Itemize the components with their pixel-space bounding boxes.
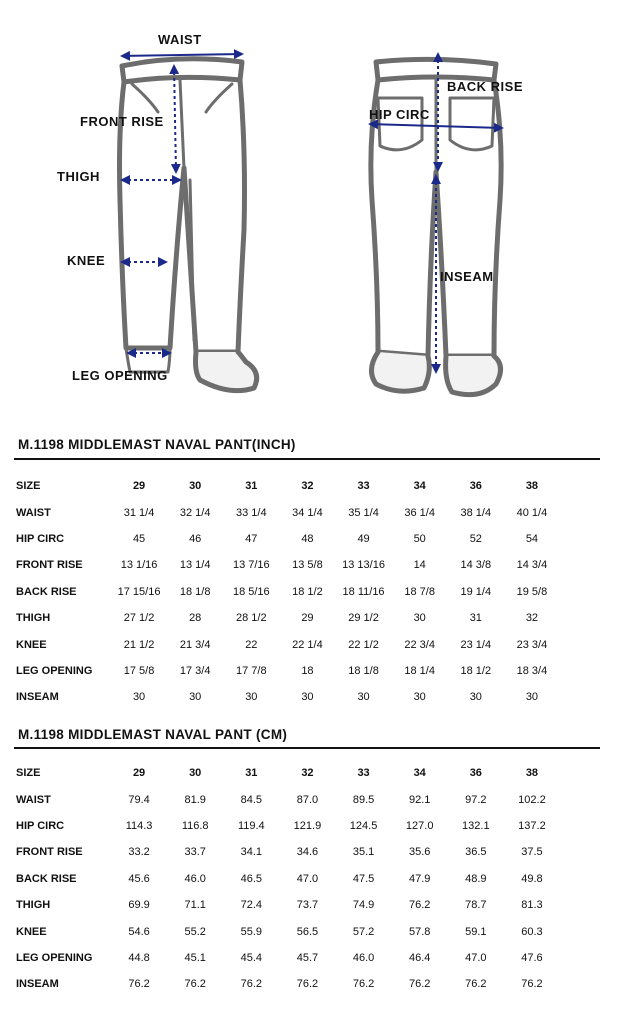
table-cell: 45.6: [128, 872, 150, 885]
table-cell: 84.5: [240, 793, 263, 806]
table-cell: 87.0: [296, 793, 319, 806]
table-cell: 114.3: [125, 819, 153, 832]
row-label: THIGH: [16, 899, 51, 912]
table-cell: 13 7/16: [232, 559, 270, 572]
table-cell: 76.2: [521, 978, 543, 991]
table-cell: 18 1/8: [348, 664, 379, 677]
size-column-header: 36: [469, 767, 482, 780]
inch-title-divider: [14, 458, 600, 460]
size-header-row: [0, 473, 560, 499]
table-cell: 48.9: [465, 872, 487, 885]
size-column-header: 29: [132, 767, 146, 780]
table-cell: 55.9: [240, 925, 263, 938]
table-cell: 76.2: [465, 978, 487, 991]
table-cell: 30: [301, 691, 314, 704]
row-label: KNEE: [16, 925, 47, 938]
size-column-header: 34: [413, 767, 426, 780]
table-cell: 30: [245, 691, 258, 704]
inch-size-table: [0, 473, 560, 711]
table-cell: 29 1/2: [348, 612, 379, 625]
label-leg-opening: LEG OPENING: [72, 368, 168, 383]
size-column-header: 31: [245, 767, 258, 780]
table-cell: 37.5: [521, 846, 543, 859]
table-cell: 31 1/4: [123, 506, 155, 519]
table-cell: 48: [301, 532, 314, 545]
cm-size-table: [0, 760, 560, 998]
table-cell: 34.1: [240, 846, 263, 859]
table-cell: 45.1: [184, 951, 206, 964]
label-waist: WAIST: [158, 32, 202, 47]
table-cell: 18: [301, 664, 314, 677]
label-knee: KNEE: [67, 253, 106, 268]
table-cell: 30: [469, 691, 482, 704]
table-cell: 36 1/4: [404, 506, 435, 519]
table-cell: 74.9: [352, 899, 375, 912]
table-cell: 81.3: [521, 899, 543, 912]
table-cell: 119.4: [237, 819, 265, 832]
table-cell: 132.1: [462, 819, 490, 832]
size-header-label: SIZE: [16, 480, 41, 493]
table-cell: 34 1/4: [292, 506, 323, 519]
size-column-header: 33: [357, 767, 370, 780]
size-column-header: 33: [357, 480, 370, 493]
row-label: HIP CIRC: [16, 819, 65, 832]
table-cell: 59.1: [465, 925, 487, 938]
table-cell: 22 1/2: [348, 638, 379, 651]
row-label: KNEE: [16, 638, 47, 651]
table-cell: 31: [469, 612, 482, 625]
table-cell: 102.2: [518, 793, 546, 806]
row-label: FRONT RISE: [16, 559, 83, 572]
table-cell: 18 7/8: [404, 585, 435, 598]
table-cell: 18 3/4: [516, 664, 548, 677]
table-cell: 45.4: [240, 951, 263, 964]
table-row: [0, 945, 560, 971]
table-cell: 13 1/4: [179, 559, 211, 572]
row-label: LEG OPENING: [16, 951, 93, 964]
table-cell: 116.8: [181, 819, 209, 832]
table-cell: 92.1: [408, 793, 431, 806]
table-row: [0, 605, 560, 631]
table-cell: 13 13/16: [342, 559, 385, 572]
table-row: [0, 971, 560, 997]
table-cell: 89.5: [352, 793, 375, 806]
pant-measurement-diagram: [0, 0, 617, 410]
table-cell: 45: [132, 532, 146, 545]
table-cell: 76.2: [184, 978, 206, 991]
pant-illustrations: [0, 0, 617, 410]
size-header-label: SIZE: [16, 767, 41, 780]
table-cell: 30: [413, 612, 426, 625]
table-cell: 13 5/8: [292, 559, 323, 572]
table-cell: 22: [245, 638, 258, 651]
row-label: BACK RISE: [16, 872, 77, 885]
row-label: BACK RISE: [16, 585, 77, 598]
table-cell: 45.7: [296, 951, 319, 964]
size-column-header: 30: [189, 767, 202, 780]
size-column-header: 32: [301, 480, 314, 493]
table-cell: 46.4: [408, 951, 431, 964]
table-cell: 46: [189, 532, 202, 545]
table-row: [0, 526, 560, 552]
table-cell: 76.2: [128, 978, 150, 991]
table-cell: 55.2: [184, 925, 206, 938]
table-cell: 47.0: [296, 872, 319, 885]
table-cell: 21 3/4: [179, 638, 211, 651]
size-column-header: 31: [245, 480, 258, 493]
inch-table-title: M.1198 MIDDLEMAST NAVAL PANT(INCH): [18, 437, 296, 452]
row-label: FRONT RISE: [16, 846, 83, 859]
table-cell: 97.2: [465, 793, 487, 806]
label-front-rise: FRONT RISE: [80, 114, 164, 129]
table-cell: 18 1/4: [404, 664, 435, 677]
table-row: [0, 866, 560, 892]
table-cell: 47.5: [352, 872, 375, 885]
table-cell: 35.1: [352, 846, 375, 859]
table-cell: 28 1/2: [236, 612, 267, 625]
table-cell: 17 3/4: [179, 664, 211, 677]
table-cell: 14 3/4: [516, 559, 548, 572]
table-row: [0, 631, 560, 657]
table-cell: 47.0: [465, 951, 487, 964]
table-cell: 33.7: [184, 846, 206, 859]
table-row: [0, 552, 560, 578]
size-column-header: 38: [525, 480, 539, 493]
table-cell: 21 1/2: [123, 638, 155, 651]
table-cell: 76.2: [408, 978, 431, 991]
table-cell: 76.2: [352, 978, 375, 991]
table-cell: 50: [413, 532, 426, 545]
table-cell: 35.6: [408, 846, 431, 859]
table-cell: 17 15/16: [117, 585, 161, 598]
table-cell: 18 1/8: [179, 585, 211, 598]
table-cell: 30: [357, 691, 370, 704]
table-cell: 78.7: [465, 899, 487, 912]
table-cell: 32 1/4: [179, 506, 211, 519]
table-cell: 19 1/4: [460, 585, 492, 598]
table-cell: 72.4: [240, 899, 263, 912]
table-cell: 47: [245, 532, 258, 545]
table-row: [0, 579, 560, 605]
table-cell: 124.5: [349, 819, 378, 832]
table-row: [0, 658, 560, 684]
table-cell: 46.0: [352, 951, 375, 964]
table-cell: 18 11/16: [342, 585, 385, 598]
table-cell: 14 3/8: [460, 559, 492, 572]
table-cell: 33.2: [128, 846, 150, 859]
table-cell: 30: [413, 691, 426, 704]
table-row: [0, 813, 560, 839]
table-cell: 40 1/4: [516, 506, 548, 519]
table-cell: 76.2: [296, 978, 319, 991]
table-row: [0, 499, 560, 525]
table-cell: 60.3: [521, 925, 543, 938]
table-cell: 47.9: [408, 872, 431, 885]
table-cell: 49: [357, 532, 370, 545]
table-cell: 44.8: [128, 951, 150, 964]
table-cell: 30: [132, 691, 146, 704]
label-inseam: INSEAM: [440, 269, 494, 284]
table-cell: 49.8: [521, 872, 543, 885]
table-cell: 19 5/8: [516, 585, 548, 598]
size-column-header: 30: [189, 480, 202, 493]
table-cell: 30: [525, 691, 539, 704]
table-cell: 137.2: [518, 819, 546, 832]
label-hip-circ: HIP CIRC: [369, 107, 430, 122]
table-cell: 52: [469, 532, 482, 545]
row-label: WAIST: [16, 506, 51, 519]
size-column-header: 38: [525, 767, 539, 780]
table-cell: 76.2: [240, 978, 263, 991]
table-cell: 56.5: [296, 925, 319, 938]
table-cell: 18 1/2: [292, 585, 323, 598]
cm-title-divider: [14, 747, 600, 749]
table-cell: 73.7: [296, 899, 319, 912]
table-cell: 81.9: [184, 793, 206, 806]
table-cell: 22 1/4: [292, 638, 323, 651]
table-cell: 17 5/8: [123, 664, 155, 677]
table-cell: 29: [301, 612, 314, 625]
row-label: HIP CIRC: [16, 532, 65, 545]
table-cell: 27 1/2: [123, 612, 155, 625]
table-cell: 18 5/16: [232, 585, 270, 598]
table-row: [0, 839, 560, 865]
front-pant-drawing: [120, 59, 257, 391]
table-row: [0, 786, 560, 812]
table-cell: 32: [525, 612, 539, 625]
table-cell: 71.1: [184, 899, 206, 912]
table-row: [0, 918, 560, 944]
table-cell: 17 7/8: [236, 664, 267, 677]
table-cell: 47.6: [521, 951, 543, 964]
row-label: THIGH: [16, 612, 51, 625]
table-row: [0, 684, 560, 710]
table-cell: 76.2: [408, 899, 431, 912]
table-cell: 36.5: [465, 846, 487, 859]
table-cell: 57.2: [352, 925, 375, 938]
table-cell: 54: [525, 532, 539, 545]
table-cell: 127.0: [405, 819, 434, 832]
table-cell: 14: [413, 559, 426, 572]
label-thigh: THIGH: [57, 169, 100, 184]
table-cell: 30: [189, 691, 202, 704]
size-header-row: [0, 760, 560, 786]
table-cell: 46.5: [240, 872, 263, 885]
label-back-rise: BACK RISE: [447, 79, 524, 94]
row-label: WAIST: [16, 793, 51, 806]
table-cell: 13 1/16: [120, 559, 158, 572]
table-cell: 38 1/4: [460, 506, 492, 519]
table-cell: 34.6: [296, 846, 319, 859]
table-cell: 54.6: [128, 925, 150, 938]
table-cell: 35 1/4: [348, 506, 379, 519]
cm-table-title: M.1198 MIDDLEMAST NAVAL PANT (CM): [18, 727, 288, 742]
table-cell: 46.0: [184, 872, 206, 885]
table-cell: 121.9: [293, 819, 322, 832]
table-cell: 57.8: [408, 925, 431, 938]
table-cell: 33 1/4: [236, 506, 267, 519]
table-cell: 23 3/4: [516, 638, 548, 651]
size-column-header: 32: [301, 767, 314, 780]
table-cell: 69.9: [128, 899, 150, 912]
size-column-header: 36: [469, 480, 482, 493]
size-column-header: 34: [413, 480, 426, 493]
table-cell: 18 1/2: [460, 664, 492, 677]
row-label: LEG OPENING: [16, 664, 93, 677]
table-cell: 23 1/4: [460, 638, 492, 651]
row-label: INSEAM: [16, 978, 59, 991]
row-label: INSEAM: [16, 691, 59, 704]
table-cell: 22 3/4: [404, 638, 435, 651]
table-cell: 28: [189, 612, 202, 625]
table-cell: 79.4: [128, 793, 150, 806]
table-row: [0, 892, 560, 918]
size-column-header: 29: [132, 480, 146, 493]
